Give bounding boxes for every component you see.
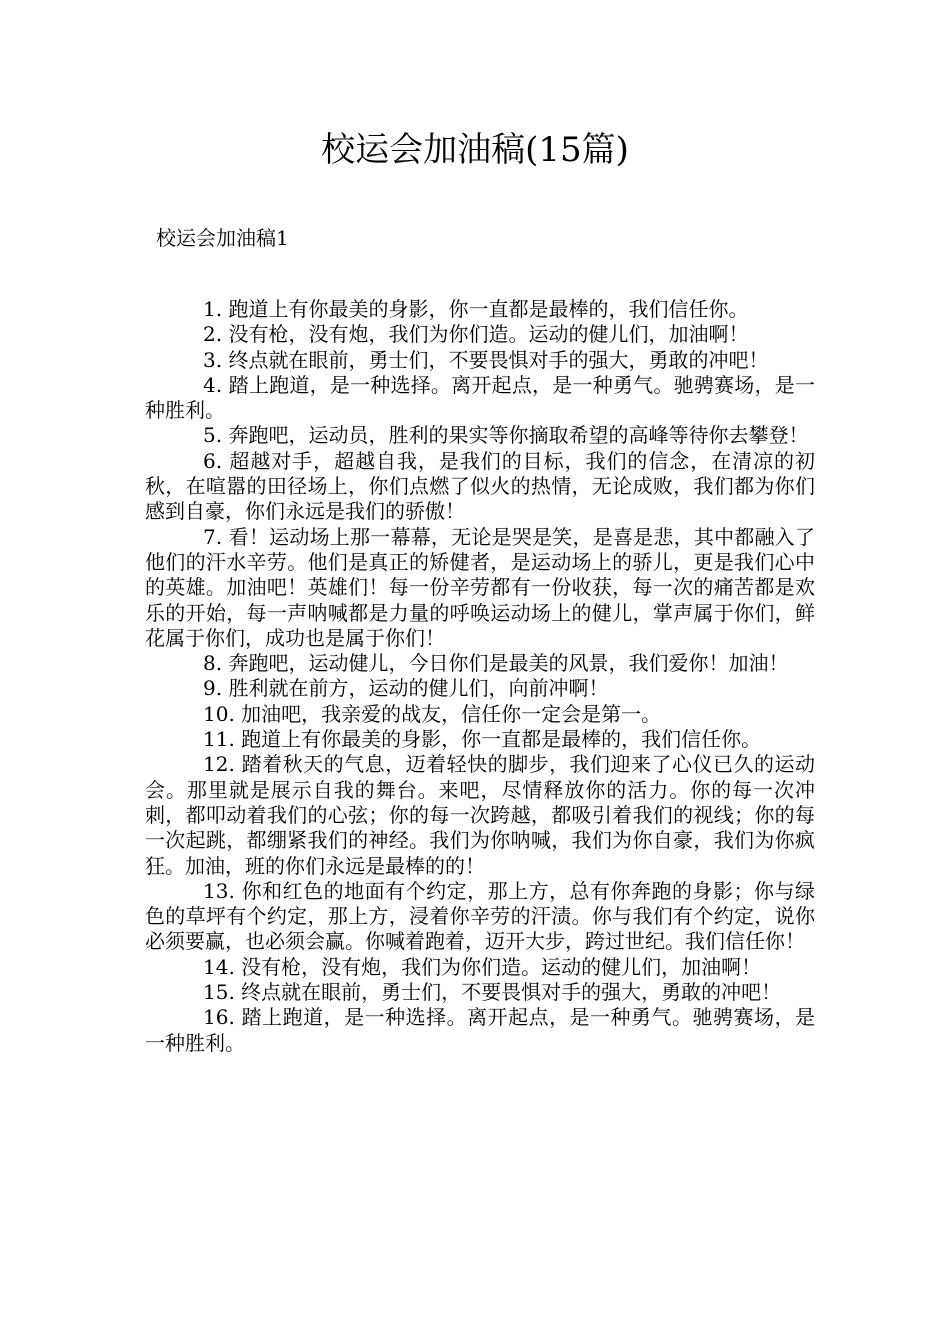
paragraph-6: 6. 超越对手，超越自我，是我们的目标，我们的信念，在清凉的初秋，在喧嚣的田径场上，你们点燃了似火的热情，无论成败，我们都为你们感到自豪，你们永远是我们的骄傲！: [145, 448, 815, 524]
paragraph-16: 16. 踏上跑道，是一种选择。离开起点，是一种勇气。驰骋赛场，是一种胜利。: [145, 1005, 815, 1055]
paragraph-7: 7. 看！运动场上那一幕幕，无论是哭是笑，是喜是悲，其中都融入了他们的汗水辛劳。他们是真正的矫健者，是运动场上的骄儿，更是我们心中的英雄。加油吧！英雄们！每一份辛劳都有一份收获，每一次的痛苦都是欢乐的开始，每一声呐喊都是力量的呼唤运动场上的健儿，掌声属于你们，鲜花属于你们，成功也是属于你们！: [145, 524, 815, 650]
paragraph-4: 4. 踏上跑道，是一种选择。离开起点，是一种勇气。驰骋赛场，是一种胜利。: [145, 372, 815, 423]
paragraph-1: 1. 跑道上有你最美的身影，你一直都是最棒的，我们信任你。: [203, 297, 749, 321]
paragraph-12: 12. 踏着秋天的气息，迈着轻快的脚步，我们迎来了心仪已久的运动会。那里就是展示自我的舞台。来吧，尽情释放你的活力。你的每一次冲刺，都叩动着我们的心弦；你的每一次跨越，都吸引着我们的视线；你的每一次起跳，都绷紧我们的神经。我们为你呐喊，我们为你自豪，我们为你疯狂。加油，班的你们永远是最棒的的！: [145, 752, 815, 878]
paragraph-2: 2. 没有枪，没有炮，我们为你们造。运动的健儿们，加油啊！: [203, 322, 749, 347]
paragraph-8: 8. 奔跑吧，运动健儿，今日你们是最美的风景，我们爱你！加油！: [203, 651, 789, 676]
paragraph-15: 15. 终点就在眼前，勇士们，不要畏惧对手的强大，勇敢的冲吧！: [203, 980, 782, 1005]
paragraph-13: 13. 你和红色的地面有个约定，那上方，总有你奔跑的身影；你与绿色的草坪有个约定，那上方，浸着你辛劳的汗渍。你与我们有个约定，说你必须要赢，也必须会赢。你喊着跑着，迈开大步，跨过世纪。我们信任你！: [145, 878, 815, 954]
document-title: 校运会加油稿(15篇): [321, 130, 629, 170]
paragraph-14: 14. 没有枪，没有炮，我们为你们造。运动的健儿们，加油啊！: [203, 954, 762, 979]
document-body: [145, 297, 815, 1056]
paragraph-10: 10. 加油吧，我亲爱的战友，信任你一定会是第一。: [203, 701, 662, 726]
paragraph-9: 9. 胜利就在前方，运动的健儿们，向前冲啊！: [203, 676, 609, 701]
section-title: 校运会加油稿1: [156, 226, 289, 250]
paragraph-11: 11. 跑道上有你最美的身影，你一直都是最棒的，我们信任你。: [203, 727, 762, 752]
paragraph-5: 5. 奔跑吧，运动员，胜利的果实等你摘取希望的高峰等待你去攀登！: [203, 423, 809, 448]
paragraph-3: 3. 终点就在眼前，勇士们，不要畏惧对手的强大，勇敢的冲吧！: [203, 347, 769, 372]
